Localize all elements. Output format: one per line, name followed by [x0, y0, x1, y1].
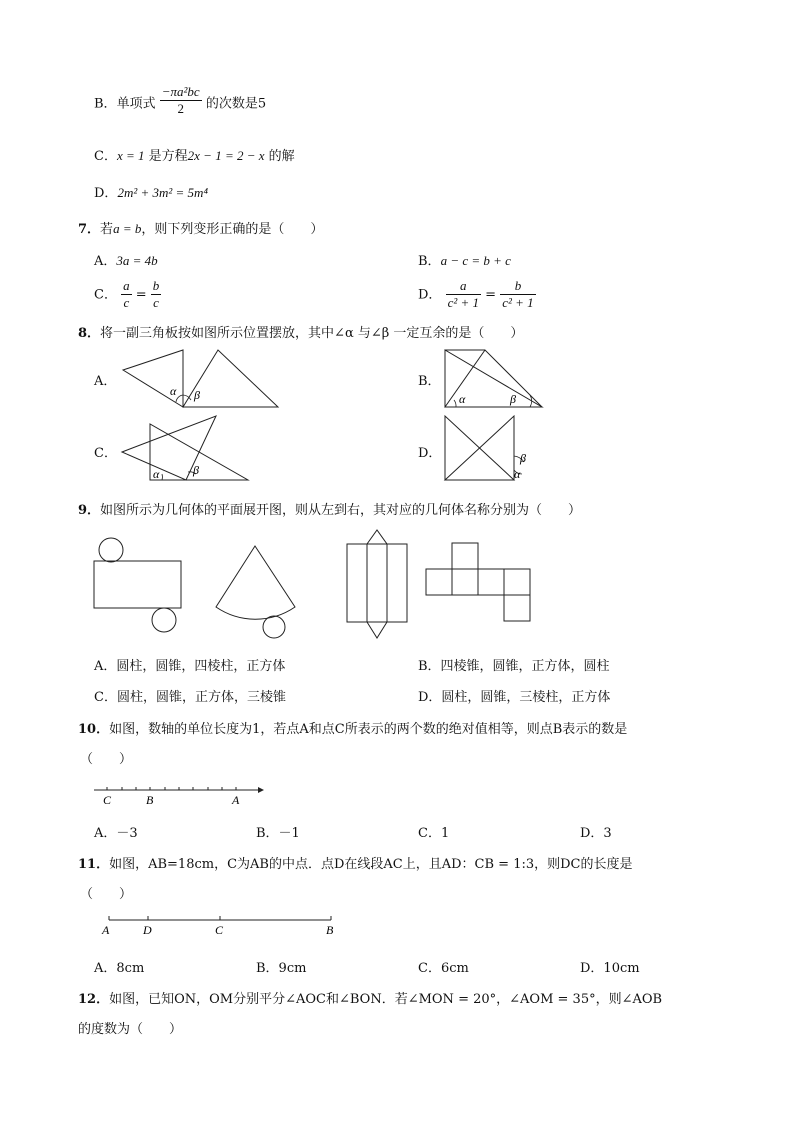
q7-d-left-den: c² + 1: [447, 295, 480, 311]
q7-d-fraction-right: [500, 278, 535, 312]
q9-option-a[interactable]: A．圆柱，圆锥，四棱柱，正方体: [94, 659, 286, 674]
q7-option-d[interactable]: [418, 278, 536, 312]
q7-d-right-den: c² + 1: [502, 295, 534, 311]
q6-option-c-math2: 2x − 1 = 2 − x: [187, 148, 265, 163]
q11-number: 11．: [78, 857, 110, 872]
q12-number: 12．: [78, 992, 110, 1007]
q10-option-c[interactable]: C．1: [418, 826, 450, 841]
q6-option-d-math: 2m² + 3m² = 5m⁴: [117, 185, 208, 200]
q8c-beta-label: β: [193, 463, 199, 477]
q11-paren: （ ）: [80, 887, 133, 902]
q6-option-c[interactable]: [94, 145, 295, 164]
q11-option-a[interactable]: A．8cm: [94, 961, 145, 976]
q6-option-c-mid: 是方程: [148, 149, 188, 164]
q6-option-d[interactable]: [94, 182, 208, 201]
q7-option-b-math: a − c = b + c: [440, 253, 511, 268]
q6-option-c-post: 的解: [268, 149, 295, 164]
q6-option-b[interactable]: [94, 84, 267, 118]
q8b-alpha-label: α: [459, 392, 466, 406]
q8a-triangle-1: [123, 350, 183, 407]
q8-number: 8．: [78, 326, 101, 341]
q8-stem-text: 将一副三角板按如图所示位置摆放，其中∠α 与∠β 一定互余的是（ ）: [100, 326, 524, 341]
q7-option-b-letter: B．: [418, 254, 441, 269]
q9-option-d[interactable]: D．圆柱，圆锥，三棱柱，正方体: [418, 690, 611, 705]
q9-nets-figure: [90, 528, 540, 643]
cone-base-circle: [263, 616, 285, 638]
q8-stem: [78, 322, 523, 341]
q11-segment-figure: [100, 912, 340, 940]
q11-label-c: C: [215, 923, 224, 937]
q10-paren: （ ）: [80, 752, 133, 767]
q8-option-d-letter[interactable]: D．: [418, 446, 442, 461]
q6-option-b-pre: 单项式: [116, 96, 156, 112]
q10-option-a[interactable]: A．－3: [94, 826, 138, 841]
q11-stem: [78, 853, 632, 872]
q10-label-c: C: [103, 793, 112, 807]
q7-d-equals: =: [485, 287, 497, 303]
q7-d-fraction-left: [446, 278, 481, 312]
q7-stem-pre: 若: [100, 222, 114, 237]
q8-option-b-letter[interactable]: B．: [418, 374, 441, 389]
q7-c-left-num: a: [121, 278, 132, 295]
q7-option-c-letter: C．: [94, 287, 117, 303]
q7-option-a-letter: A．: [94, 254, 117, 269]
q8-figure-a: [118, 345, 286, 410]
cylinder-lateral-rect: [94, 561, 181, 608]
q10-label-b: B: [146, 793, 154, 807]
q9-option-b[interactable]: B．四棱锥，圆锥，正方体，圆柱: [418, 659, 610, 674]
q10-stem: [78, 718, 627, 737]
q7-stem-post: ，则下列变形正确的是（ ）: [141, 222, 324, 237]
prism-top-triangle: [367, 530, 387, 544]
prism-lateral-rect: [347, 544, 407, 622]
q8a-beta-label: β: [194, 388, 200, 402]
q7-option-a[interactable]: [94, 250, 158, 269]
q7-c-right-den: c: [153, 295, 159, 311]
q11-label-d: D: [143, 923, 152, 937]
cube-net: [426, 543, 530, 621]
q8a-alpha-label: α: [170, 384, 177, 398]
q7-d-right-num: b: [500, 278, 535, 295]
q7-stem: [78, 218, 323, 237]
q8-option-a-letter[interactable]: A．: [94, 374, 117, 389]
q7-d-left-num: a: [446, 278, 481, 295]
q7-number: 7．: [78, 222, 101, 237]
q6-fraction-denominator: 2: [177, 101, 184, 117]
q7-option-a-math: 3a = 4b: [116, 253, 158, 268]
q9-number: 9．: [78, 503, 101, 518]
q8-figure-b: [442, 345, 546, 410]
q12-stem-line2: 的度数为（ ）: [78, 1022, 183, 1037]
q11-option-d[interactable]: D．10cm: [580, 961, 640, 976]
q11-label-b: B: [326, 923, 334, 937]
q9-option-c[interactable]: C．圆柱，圆锥，正方体，三棱锥: [94, 690, 286, 705]
q6-option-b-fraction: [160, 84, 202, 118]
q10-option-d[interactable]: D．3: [580, 826, 612, 841]
q7-option-b[interactable]: [418, 250, 511, 269]
q8c-alpha-label: α: [153, 467, 160, 481]
prism-bottom-triangle: [367, 622, 387, 638]
cylinder-bottom-circle: [152, 608, 176, 632]
q6-option-b-post: 的次数是5: [205, 96, 267, 112]
q8d-beta-label: β: [520, 451, 526, 465]
q8b-beta-label: β: [510, 392, 516, 406]
q7-c-equals: =: [135, 287, 147, 303]
q7-option-d-letter: D．: [418, 287, 442, 303]
q11-stem-text: 如图，AB=18cm，C为AB的中点．点D在线段AC上，且AD：CB = 1:3，则DC的长度是: [109, 857, 633, 872]
q11-option-b[interactable]: B．9cm: [256, 961, 307, 976]
cone-sector: [216, 546, 295, 619]
q11-option-c[interactable]: C．6cm: [418, 961, 469, 976]
q6-fraction-numerator: −πa²bc: [160, 84, 202, 101]
q9-stem: [78, 499, 581, 518]
q7-c-right-num: b: [151, 278, 162, 295]
q7-stem-math: a = b: [113, 221, 142, 236]
q8-figure-c: [118, 412, 253, 484]
q10-number-line: [92, 780, 267, 806]
q8-figure-d: [442, 412, 534, 484]
q11-label-a: A: [102, 923, 110, 937]
q7-c-fraction-right: [151, 278, 162, 312]
q6-option-c-math1: x = 1: [116, 148, 145, 163]
q6-option-c-letter: C．: [94, 149, 117, 164]
q10-stem-text: 如图，数轴的单位长度为1，若点A和点C所表示的两个数的绝对值相等，则点B表示的数是: [109, 722, 628, 737]
q10-number: 10．: [78, 722, 110, 737]
q6-option-b-letter: B．: [94, 96, 117, 112]
cylinder-top-circle: [99, 538, 123, 562]
q8c-triangle-2: [122, 416, 216, 480]
q12-stem-text: 如图，已知ON，OM分别平分∠AOC和∠BON．若∠MON = 20°，∠AOM = 35°，则∠AOB: [109, 992, 663, 1007]
q8-option-c-letter[interactable]: C．: [94, 446, 117, 461]
q12-stem: [78, 988, 662, 1007]
q8d-alpha-label: α: [514, 467, 521, 481]
q6-option-d-letter: D．: [94, 186, 118, 201]
q7-c-left-den: c: [123, 295, 130, 311]
q10-label-a: A: [232, 793, 240, 807]
q7-c-fraction-left: [121, 278, 132, 312]
q10-option-b[interactable]: B．－1: [256, 826, 300, 841]
q9-stem-text: 如图所示为几何体的平面展开图，则从左到右，其对应的几何体名称分别为（ ）: [100, 503, 582, 518]
q7-option-c[interactable]: [94, 278, 161, 312]
